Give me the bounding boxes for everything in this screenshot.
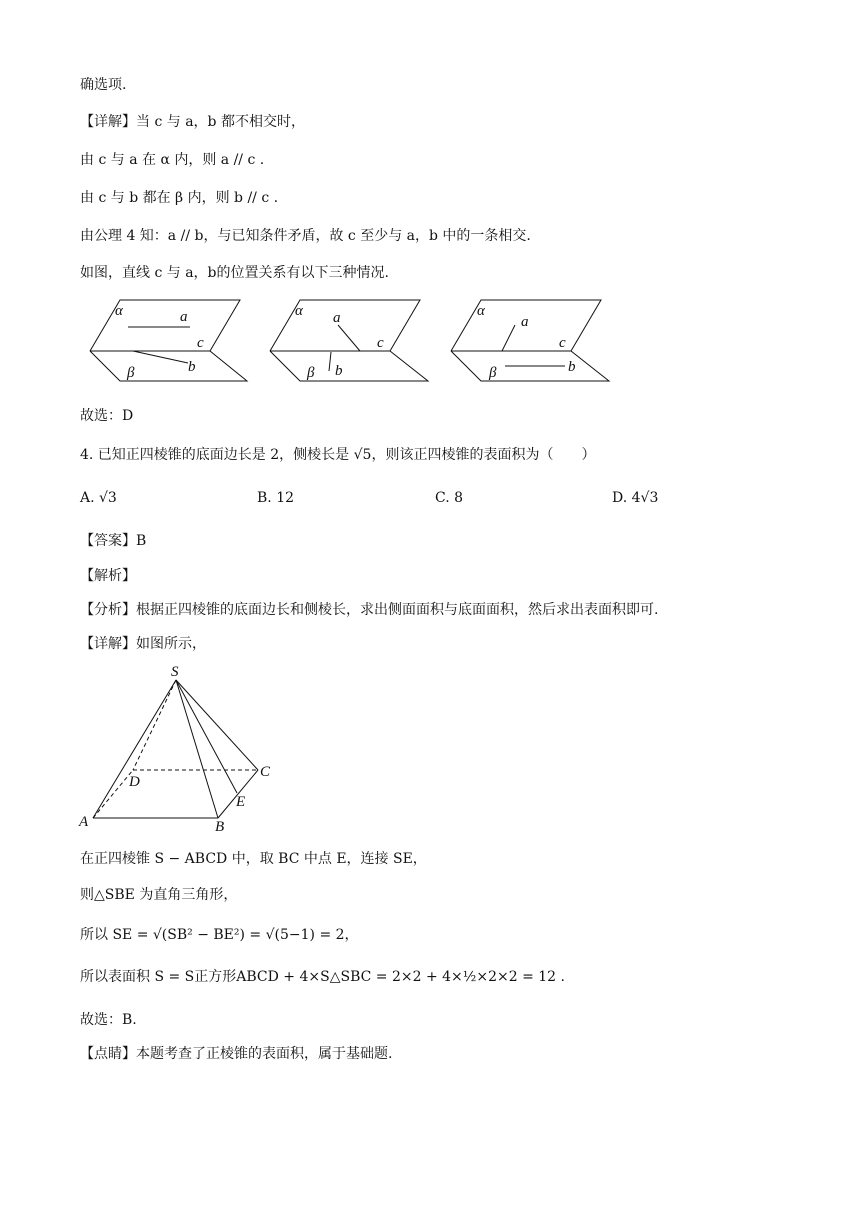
option-a: A. √3 xyxy=(80,490,117,506)
solution-step-2: 则△SBE 为直角三角形， xyxy=(80,887,238,903)
plane-figure-3 xyxy=(451,300,609,381)
solution-step-1: 在正四棱锥 S − ABCD 中，取 BC 中点 E，连接 SE， xyxy=(80,851,427,867)
solution-step-4: 所以表面积 S = S正方形ABCD + 4×S△SBC = 2×2 + 4×½×2×2 = 12 . xyxy=(80,969,565,985)
label-b-3: b xyxy=(568,359,576,375)
analysis-text: 【分析】根据正四棱锥的底面边长和侧棱长，求出侧面面积与底面面积，然后求出表面积即可. xyxy=(80,602,659,618)
line-6: 如图，直线 c 与 a，b的位置关系有以下三种情况. xyxy=(80,265,389,281)
label-c-2: c xyxy=(377,335,384,351)
label-B: B xyxy=(215,819,225,835)
label-E: E xyxy=(236,794,246,810)
option-c: C. 8 xyxy=(435,490,464,506)
analysis-heading: 【解析】 xyxy=(80,568,136,584)
label-a-2: a xyxy=(333,310,341,326)
line-5: 由公理 4 知：a // b，与已知条件矛盾，故 c 至少与 a，b 中的一条相交. xyxy=(80,228,531,244)
detail-heading: 【详解】如图所示， xyxy=(80,636,206,652)
pyramid-diagram xyxy=(75,660,285,835)
line-3: 由 c 与 a 在 α 内，则 a // c . xyxy=(80,152,265,168)
detail-text: 当 c 与 a，b 都不相交时， xyxy=(136,114,305,130)
label-b-1: b xyxy=(188,359,196,375)
label-alpha-3: α xyxy=(477,303,485,319)
detail-tag: 【详解】 xyxy=(80,114,136,130)
label-a-1: a xyxy=(180,309,188,325)
solution-step-5: 故选：B. xyxy=(80,1012,137,1028)
plane-figure-1 xyxy=(90,300,247,381)
label-beta-2: β xyxy=(307,365,315,381)
label-c-1: c xyxy=(197,335,204,351)
label-C: C xyxy=(260,764,271,780)
label-beta-3: β xyxy=(489,365,497,381)
plane-figure-2 xyxy=(270,300,428,381)
label-c-3: c xyxy=(559,335,566,351)
label-D: D xyxy=(129,774,140,790)
label-A: A xyxy=(79,814,89,830)
answer-line: 【答案】B xyxy=(80,533,147,549)
question-4-stem: 4. 已知正四棱锥的底面边长是 2，侧棱长是 √5，则该正四棱锥的表面积为（ ） xyxy=(80,447,596,463)
label-a-3: a xyxy=(521,314,529,330)
line-2 xyxy=(80,111,305,131)
solution-step-3: 所以 SE = √(SB² − BE²) = √(5−1) = 2， xyxy=(80,927,359,943)
option-b: B. 12 xyxy=(257,490,295,506)
label-beta-1: β xyxy=(127,365,135,381)
label-S: S xyxy=(171,664,179,680)
planes-diagram xyxy=(85,295,625,385)
label-alpha-2: α xyxy=(295,303,303,319)
label-b-2: b xyxy=(335,363,343,379)
label-alpha-1: α xyxy=(115,303,123,319)
line-1: 确选项. xyxy=(80,77,127,93)
option-d: D. 4√3 xyxy=(612,490,659,506)
line-7: 故选：D xyxy=(80,408,134,424)
solution-comment: 【点睛】本题考查了正棱锥的表面积，属于基础题. xyxy=(80,1046,393,1062)
line-4: 由 c 与 b 都在 β 内，则 b // c . xyxy=(80,190,279,206)
